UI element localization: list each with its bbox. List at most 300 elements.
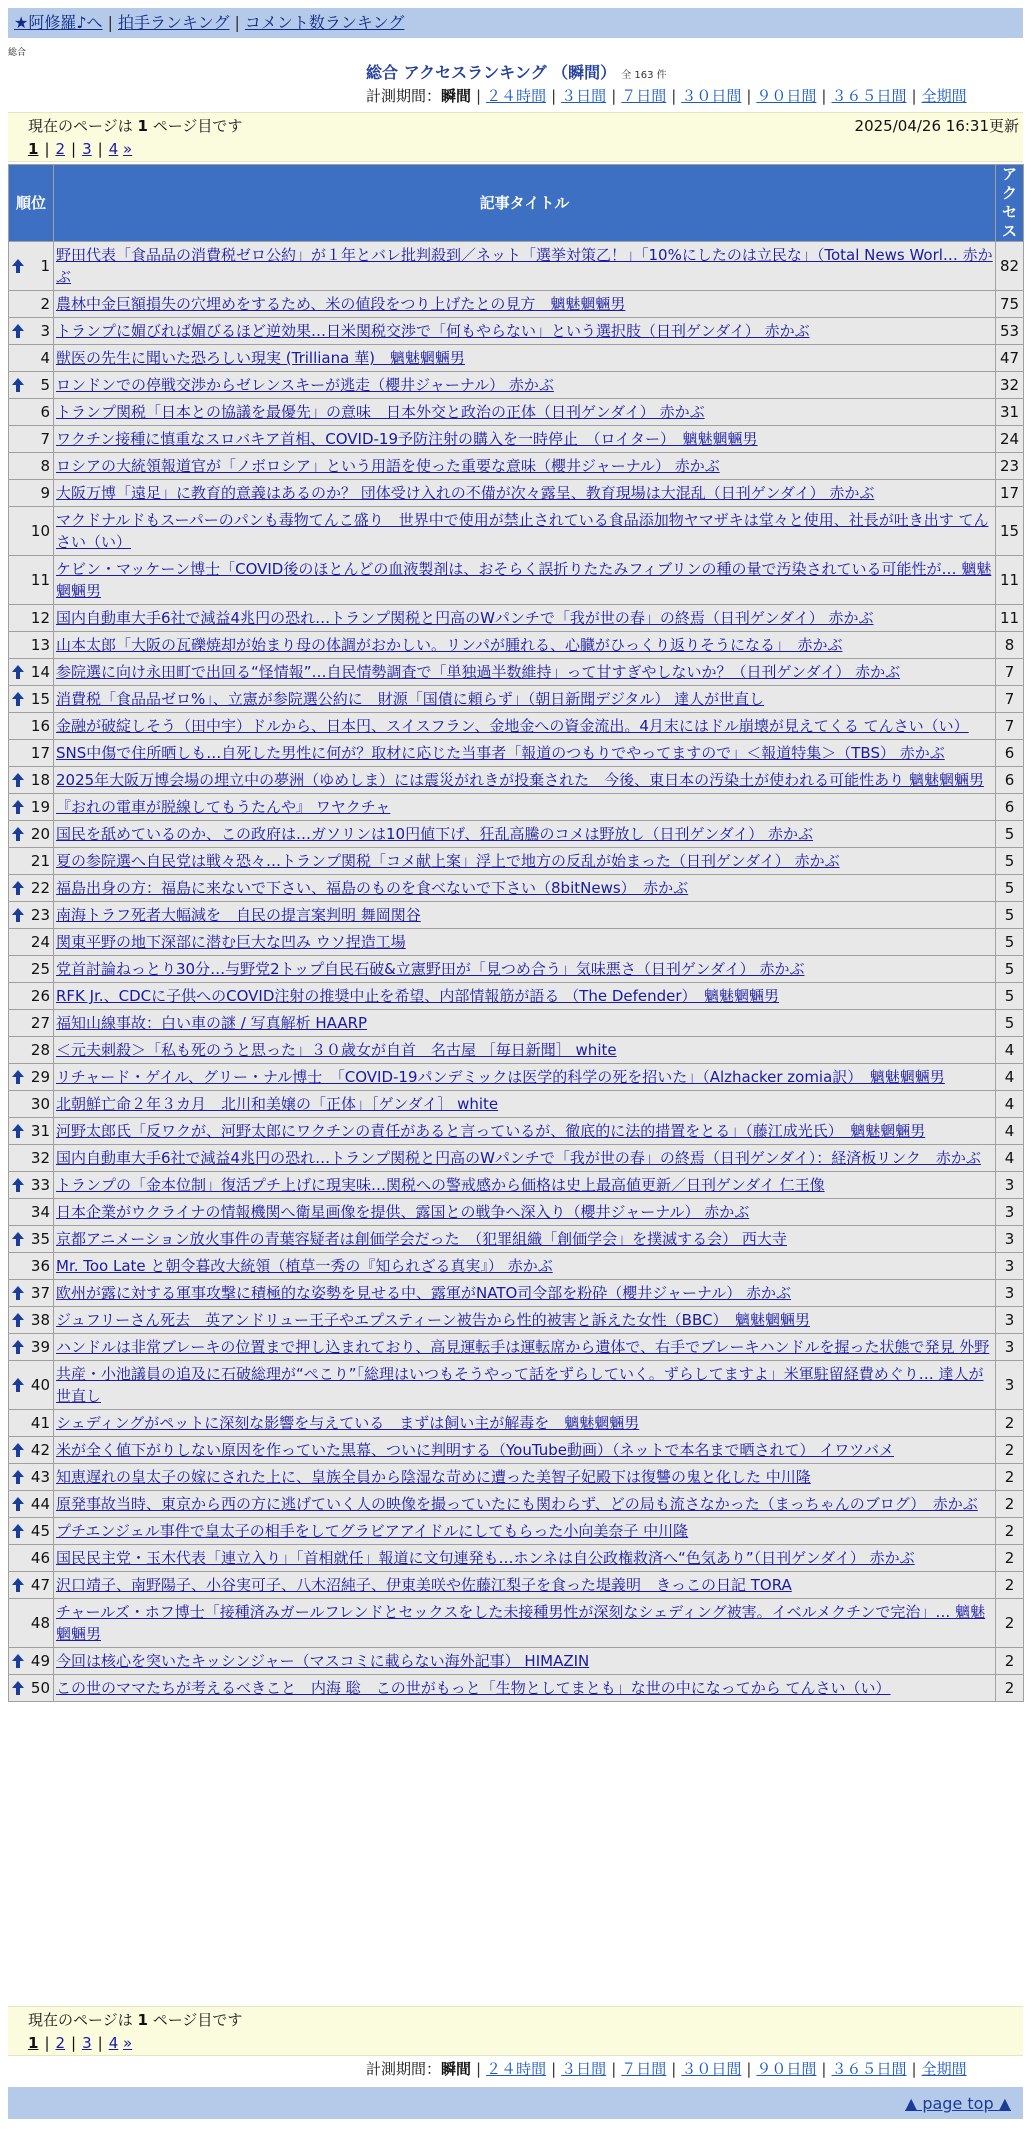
rank-number: 24: [30, 933, 50, 951]
access-count: 82: [996, 242, 1024, 291]
title-cell: [54, 1226, 996, 1253]
article-title-link[interactable]: 2025年大阪万博会場の埋立中の夢洲（ゆめしま）には震災がれきが投棄された 今後、東日本の汚染土が使われる可能性あり 魑魅魍魎男: [56, 771, 984, 789]
rank-up-arrow-icon: [12, 1340, 24, 1354]
rank-cell: [9, 848, 54, 875]
rank-up-arrow-icon: [12, 881, 24, 895]
rank-up-arrow-icon: [12, 1178, 24, 1192]
period-separator: |: [911, 2060, 917, 2078]
table-row: [9, 686, 1024, 713]
access-count: 5: [996, 875, 1024, 902]
title-cell: [54, 1091, 996, 1118]
table-row: [9, 659, 1024, 686]
access-count: 23: [996, 453, 1024, 480]
rank-up-arrow-icon: [12, 665, 24, 679]
period-separator: |: [551, 2060, 557, 2078]
access-count: 3: [996, 1280, 1024, 1307]
table-row: [9, 1199, 1024, 1226]
period-option-link[interactable]: ７日間: [621, 2060, 667, 2078]
article-title-link[interactable]: ジュフリーさん死去 英アンドリュー王子やエプスティーン被告から性的被害と訴えた女性（BBC） 魑魅魍魎男: [56, 1311, 810, 1329]
rank-number: 29: [30, 1068, 50, 1086]
rank-cell: [9, 1648, 54, 1675]
title-cell: [54, 453, 996, 480]
rank-number: 7: [40, 430, 50, 448]
article-title-link[interactable]: ハンドルは非常ブレーキの位置まで押し込まれており、高見運転手は運転席から遺体で、右手でブレーキハンドルを握った状態で発見 外野: [56, 1338, 990, 1356]
table-row: [9, 1145, 1024, 1172]
page-info-prefix: 現在のページは: [28, 117, 138, 135]
period-option-link[interactable]: ２４時間: [486, 2060, 547, 2078]
article-title-link[interactable]: 国民民主党・玉木代表「連立入り」「首相就任」報道に文句連発も…ホンネは自公政権救済へ“色気あり”（日刊ゲンダイ） 赤かぶ: [56, 1549, 915, 1567]
period-option-link[interactable]: ３６５日間: [831, 2060, 907, 2078]
article-title-link[interactable]: 国民を舐めているのか、この政府は…ガソリンは10円値下げ、狂乱高騰のコメは野放し（日刊ゲンダイ） 赤かぶ: [56, 825, 814, 843]
article-title-link[interactable]: 欧州が露に対する軍事攻撃に積極的な姿勢を見せる中、露軍がNATO司令部を粉砕（櫻井ジャーナル） 赤かぶ: [56, 1284, 792, 1302]
table-row: [9, 1253, 1024, 1280]
article-title-link[interactable]: ワクチン接種に慎重なスロバキア首相、COVID-19予防注射の購入を一時停止 （ロイター） 魑魅魍魎男: [56, 430, 758, 448]
pager-page-link[interactable]: 2: [55, 140, 66, 158]
rank-cell: [9, 794, 54, 821]
article-title-link[interactable]: 金融が破綻しそう（田中宇）ドルから、日本円、スイスフラン、金地金への資金流出。4月末にはドル崩壊が見えてくる てんさい（い）: [56, 717, 969, 735]
access-count: 3: [996, 1253, 1024, 1280]
table-row: [9, 902, 1024, 929]
article-title-link[interactable]: 河野太郎氏「反ワクが、河野太郎にワクチンの責任があると言っているが、徹底的に法的措置をとる」（藤江成光氏） 魑魅魍魎男: [56, 1122, 926, 1140]
article-title-link[interactable]: 野田代表「食品品の消費税ゼロ公約」が１年とバレ批判殺到／ネット「選挙対策乙！」「10%にしたのは立民な」（Total News Worl… 赤かぶ: [56, 246, 993, 286]
rank-cell: [9, 480, 54, 507]
rank-up-arrow-icon: [12, 1124, 24, 1138]
access-count: 2: [996, 1464, 1024, 1491]
table-row: [9, 1280, 1024, 1307]
pager-separator: |: [97, 2034, 103, 2052]
page-info: [28, 115, 242, 137]
rank-cell: [9, 291, 54, 318]
rank-up-arrow-icon: [12, 1470, 24, 1484]
rank-cell: [9, 659, 54, 686]
rank-number: 26: [30, 987, 50, 1005]
period-label: 計測期間：: [366, 87, 442, 105]
title-cell: [54, 956, 996, 983]
rank-up-arrow-icon: [12, 800, 24, 814]
page-title-text: 総合 アクセスランキング （瞬間）: [366, 63, 617, 82]
title-cell: [54, 659, 996, 686]
rank-cell: [9, 1572, 54, 1599]
article-title-link[interactable]: 南海トラフ死者大幅減を 自民の提言案判明 舞岡関谷: [56, 906, 421, 924]
article-title-link[interactable]: この世のママたちが考えるべきこと 内海 聡 この世がもっと「生物としてまとも」な世の中になってから てんさい（い）: [56, 1679, 891, 1697]
title-cell: [54, 902, 996, 929]
article-title-link[interactable]: 京都アニメーション放火事件の青葉容疑者は創価学会だった （犯罪組織「創価学会」を撲滅する会） 西大寺: [56, 1230, 787, 1248]
title-cell: [54, 1145, 996, 1172]
period-separator: |: [611, 2060, 617, 2078]
rank-cell: [9, 632, 54, 659]
title-cell: [54, 399, 996, 426]
title-cell: [54, 929, 996, 956]
title-cell: [54, 1199, 996, 1226]
pager-page-link[interactable]: »: [123, 2034, 133, 2052]
rank-cell: [9, 740, 54, 767]
page-info: [28, 2009, 242, 2031]
article-title-link[interactable]: 沢口靖子、南野陽子、小谷実可子、八木沼純子、伊東美咲や佐藤江梨子を食った堤義明 きっこの日記 TORA: [56, 1576, 792, 1594]
rank-cell: [9, 686, 54, 713]
access-count: 3: [996, 1307, 1024, 1334]
article-title-link[interactable]: トランプの「金本位制」復活プチ上げに現実味…関税への警戒感から価格は史上最高値更新／日刊ゲンダイ 仁王像: [56, 1176, 825, 1194]
rank-cell: [9, 372, 54, 399]
period-separator: |: [671, 87, 677, 105]
period-separator: |: [746, 2060, 752, 2078]
period-option-link[interactable]: 全期間: [921, 2060, 967, 2078]
ranking-table-body: [9, 242, 1024, 1702]
table-row: [9, 345, 1024, 372]
rank-number: 47: [30, 1576, 50, 1594]
table-row: [9, 1226, 1024, 1253]
period-option-link[interactable]: ３０日間: [681, 2060, 742, 2078]
access-count: 7: [996, 686, 1024, 713]
pager-current-page: 1: [28, 2034, 39, 2052]
access-count: 15: [996, 507, 1024, 556]
access-count: 5: [996, 902, 1024, 929]
rank-number: 27: [30, 1014, 50, 1032]
table-row: [9, 1648, 1024, 1675]
footer-bar: [8, 2087, 1023, 2119]
title-cell: [54, 507, 996, 556]
rank-cell: [9, 767, 54, 794]
period-option-link[interactable]: ３日間: [561, 2060, 607, 2078]
rank-number: 40: [30, 1376, 50, 1394]
access-count: 31: [996, 399, 1024, 426]
rank-number: 14: [30, 663, 50, 681]
article-title-link[interactable]: 国内自動車大手6社で減益4兆円の恐れ…トランプ関税と円高のWパンチで「我が世の春」の終焉（日刊ゲンダイ） 赤かぶ: [56, 609, 874, 627]
rank-number: 44: [30, 1495, 50, 1513]
article-title-link[interactable]: 『おれの電車が脱線してもうたんや』 ワヤクチャ: [56, 798, 391, 816]
nav-separator: |: [234, 13, 240, 32]
period-separator: |: [746, 87, 752, 105]
pager-separator: |: [97, 140, 103, 158]
article-title-link[interactable]: 農林中金巨額損失の穴埋めをするため、米の値段をつり上げたとの見方 魑魅魍魎男: [56, 295, 626, 313]
title-cell: [54, 1361, 996, 1410]
table-row: [9, 1064, 1024, 1091]
title-cell: [54, 767, 996, 794]
article-title-link[interactable]: 関東平野の地下深部に潜む巨大な凹み ウソ捏造工場: [56, 933, 406, 951]
pagination-top: [8, 112, 1023, 162]
period-option-link[interactable]: ９０日間: [756, 87, 817, 105]
article-title-link[interactable]: ロンドンでの停戦交渉からゼレンスキーが逃走（櫻井ジャーナル） 赤かぶ: [56, 376, 554, 394]
rank-cell: [9, 1334, 54, 1361]
clap-ranking-link[interactable]: 拍手ランキング: [117, 13, 230, 32]
access-count: 2: [996, 1518, 1024, 1545]
comment-ranking-link[interactable]: コメント数ランキング: [244, 13, 405, 32]
table-row: [9, 1172, 1024, 1199]
pager-links: [28, 2032, 132, 2054]
rank-cell: [9, 399, 54, 426]
article-title-link[interactable]: 日本企業がウクライナの情報機関へ衛星画像を提供、露国との戦争へ深入り（櫻井ジャーナル） 赤かぶ: [56, 1203, 750, 1221]
nav-separator: |: [107, 13, 113, 32]
article-title-link[interactable]: RFK Jr.、CDCに子供へのCOVID注射の推奨中止を希望、内部情報筋が語る （The Defender） 魑魅魍魎男: [56, 987, 780, 1005]
rank-column-header: 順位: [9, 165, 54, 242]
rank-up-arrow-icon: [12, 773, 24, 787]
pager-page-link[interactable]: »: [123, 140, 133, 158]
title-cell: [54, 794, 996, 821]
access-count: 32: [996, 372, 1024, 399]
top-nav-bar: [8, 8, 1023, 38]
title-cell: [54, 1172, 996, 1199]
table-row: [9, 453, 1024, 480]
access-count: 6: [996, 740, 1024, 767]
page-info-suffix: ページ目です: [147, 2011, 243, 2029]
article-title-link[interactable]: 夏の参院選へ自民党は戦々恐々…トランプ関税「コメ献上案」浮上で地方の反乱が始まった（日刊ゲンダイ） 赤かぶ: [56, 852, 840, 870]
rank-cell: [9, 1145, 54, 1172]
article-title-link[interactable]: チャールズ・ホフ博士「接種済みガールフレンドとセックスをした未接種男性が深刻なシェディング被害。イベルメクチンで完治」… 魑魅魍魎男: [56, 1603, 986, 1643]
access-count: 4: [996, 1145, 1024, 1172]
rank-cell: [9, 453, 54, 480]
title-cell: [54, 686, 996, 713]
rank-cell: [9, 1118, 54, 1145]
table-row: [9, 291, 1024, 318]
title-cell: [54, 345, 996, 372]
rank-cell: [9, 1199, 54, 1226]
page-info-suffix: ページ目です: [147, 117, 243, 135]
title-cell: [54, 1599, 996, 1648]
access-count: 3: [996, 1199, 1024, 1226]
rank-up-arrow-icon: [12, 1313, 24, 1327]
rank-number: 30: [30, 1095, 50, 1113]
title-cell: [54, 291, 996, 318]
article-title-link[interactable]: 今回は核心を突いたキッシンジャー（マスコミに載らない海外記事） HIMAZIN: [56, 1652, 590, 1670]
period-selector-top: [366, 86, 967, 106]
table-row: [9, 1545, 1024, 1572]
rank-cell: [9, 902, 54, 929]
page-info-prefix: 現在のページは: [28, 2011, 138, 2029]
title-cell: [54, 1037, 996, 1064]
title-cell: [54, 1545, 996, 1572]
rank-number: 15: [30, 690, 50, 708]
table-row: [9, 399, 1024, 426]
title-cell: [54, 1253, 996, 1280]
article-title-link[interactable]: 福島出身の方：福島に来ないで下さい、福島のものを食べないで下さい（8bitNews） 赤かぶ: [56, 879, 689, 897]
article-title-link[interactable]: ＜元夫刺殺＞「私も死のうと思った」３０歳女が自首 名古屋 ［毎日新聞］ white: [56, 1041, 617, 1059]
page-title: [366, 60, 667, 83]
access-count: 11: [996, 556, 1024, 605]
rank-cell: [9, 1280, 54, 1307]
page-top-link[interactable]: ▲ page top ▲: [904, 2094, 1011, 2113]
article-title-link[interactable]: 北朝鮮亡命２年３カ月 北川和美嬢の「正体」［ゲンダイ］ white: [56, 1095, 499, 1113]
article-title-link[interactable]: 山本太郎「大阪の瓦礫焼却が始まり母の体調がおかしい。リンパが腫れる、心臓がひっくり返りそうになる」 赤かぶ: [56, 636, 843, 654]
title-cell: [54, 1307, 996, 1334]
article-title-link[interactable]: 参院選に向け永田町で出回る“怪情報”…自民情勢調査で「単独過半数維持」って甘すぎやしないか？（日刊ゲンダイ） 赤かぶ: [56, 663, 901, 681]
period-separator: |: [821, 87, 827, 105]
title-cell: [54, 1118, 996, 1145]
access-count: 3: [996, 1172, 1024, 1199]
title-cell: [54, 1437, 996, 1464]
article-title-link[interactable]: Mr. Too Late と朝令暮改大統領（植草一秀の『知られざる真実』） 赤かぶ: [56, 1257, 553, 1275]
period-current: 瞬間: [441, 87, 472, 105]
access-count: 3: [996, 1226, 1024, 1253]
rank-cell: [9, 1253, 54, 1280]
access-count: 6: [996, 794, 1024, 821]
period-option-link[interactable]: ９０日間: [756, 2060, 817, 2078]
table-row: [9, 1675, 1024, 1702]
rank-number: 28: [30, 1041, 50, 1059]
period-option-link[interactable]: ２４時間: [486, 87, 547, 105]
article-title-link[interactable]: 獣医の先生に聞いた恐ろしい現実 (Trilliana 華) 魑魅魍魎男: [56, 349, 465, 367]
table-row: [9, 767, 1024, 794]
period-separator: |: [671, 2060, 677, 2078]
access-count: 2: [996, 1572, 1024, 1599]
article-title-link[interactable]: 福知山線事故：白い車の謎 / 写真解析 HAARP: [56, 1014, 368, 1032]
article-title-link[interactable]: シェディングがペットに深刻な影響を与えている まずは飼い主が解毒を 魑魅魍魎男: [56, 1414, 640, 1432]
rank-number: 38: [30, 1311, 50, 1329]
period-separator: |: [911, 87, 917, 105]
rank-up-arrow-icon: [12, 378, 24, 392]
article-title-link[interactable]: 党首討論ねっとり30分…与野党2トップ自民石破&立憲野田が「見つめ合う」気味悪さ（日刊ゲンダイ） 赤かぶ: [56, 960, 805, 978]
rank-cell: [9, 821, 54, 848]
rank-up-arrow-icon: [12, 1497, 24, 1511]
title-cell: [54, 1064, 996, 1091]
rank-number: 49: [30, 1652, 50, 1670]
article-title-link[interactable]: 原発事故当時、東京から西の方に逃げていく人の映像を撮っていたにも関わらず、どの局も流さなかった（まっちゃんのブログ） 赤かぶ: [56, 1495, 978, 1513]
rank-cell: [9, 507, 54, 556]
rank-cell: [9, 1010, 54, 1037]
rank-cell: [9, 1599, 54, 1648]
access-count: 3: [996, 1361, 1024, 1410]
rank-cell: [9, 1037, 54, 1064]
pager-separator: |: [71, 2034, 77, 2052]
access-count: 2: [996, 1675, 1024, 1702]
article-title-link[interactable]: マクドナルドもスーパーのパンも毒物てんこ盛り 世界中で使用が禁止されている食品添加物ヤマザキは堂々と使用、社長が吐き出す てんさい（い）: [56, 511, 989, 551]
access-count: 7: [996, 659, 1024, 686]
rank-up-arrow-icon: [12, 1070, 24, 1084]
title-cell: [54, 1464, 996, 1491]
table-row: [9, 875, 1024, 902]
section-label: 総合: [8, 48, 27, 58]
rank-up-arrow-icon: [12, 1232, 24, 1246]
pager-page-link[interactable]: 4: [108, 2034, 119, 2052]
pager-links: [28, 138, 132, 160]
period-separator: |: [821, 2060, 827, 2078]
period-option-link[interactable]: ３日間: [561, 87, 607, 105]
table-row: [9, 480, 1024, 507]
table-row: [9, 1437, 1024, 1464]
pager-current-page: 1: [28, 140, 39, 158]
rank-cell: [9, 1091, 54, 1118]
access-count: 47: [996, 345, 1024, 372]
access-count: 5: [996, 929, 1024, 956]
period-option-link[interactable]: ３６５日間: [831, 87, 907, 105]
table-row: [9, 848, 1024, 875]
rank-number: 1: [40, 257, 50, 275]
access-count: 5: [996, 848, 1024, 875]
table-row: [9, 1010, 1024, 1037]
article-title-link[interactable]: トランプに媚びれば媚びるほど逆効果…日米関税交渉で「何もやらない」という選択肢（日刊ゲンダイ） 赤かぶ: [56, 322, 810, 340]
period-separator: |: [611, 87, 617, 105]
period-option-link[interactable]: 全期間: [921, 87, 967, 105]
table-row: [9, 929, 1024, 956]
rank-cell: [9, 426, 54, 453]
pager-page-link[interactable]: 4: [108, 140, 119, 158]
title-cell: [54, 1334, 996, 1361]
period-separator: |: [476, 2060, 482, 2078]
rank-number: 16: [30, 717, 50, 735]
article-title-link[interactable]: ケビン・マッケーン博士「COVID後のほとんどの血液製剤は、おそらく誤折りたたみフィブリンの種の量で汚染されている可能性が… 魑魅魍魎男: [56, 560, 992, 600]
table-row: [9, 1307, 1024, 1334]
title-cell: [54, 1491, 996, 1518]
rank-number: 23: [30, 906, 50, 924]
total-count: 全 163 件: [621, 70, 667, 81]
article-title-link[interactable]: SNS中傷で住所晒しも…自死した男性に何が？取材に応じた当事者「報道のつもりでやってますので」＜報道特集＞（TBS） 赤かぶ: [56, 744, 945, 762]
title-cell: [54, 1280, 996, 1307]
table-row: [9, 632, 1024, 659]
access-count: 8: [996, 632, 1024, 659]
access-count: 6: [996, 767, 1024, 794]
pager-page-link[interactable]: 3: [82, 140, 92, 158]
access-count: 17: [996, 480, 1024, 507]
title-cell: [54, 480, 996, 507]
rank-cell: [9, 1437, 54, 1464]
access-count: 2: [996, 1410, 1024, 1437]
table-row: [9, 1464, 1024, 1491]
rank-number: 34: [30, 1203, 50, 1221]
access-count: 5: [996, 956, 1024, 983]
rank-cell: [9, 1491, 54, 1518]
period-option-link[interactable]: ３０日間: [681, 87, 742, 105]
title-cell: [54, 1410, 996, 1437]
pager-page-link[interactable]: 3: [82, 2034, 92, 2052]
article-title-link[interactable]: 大阪万博「遠足」に教育的意義はあるのか？ 団体受け入れの不備が次々露呈、教育現場は大混乱（日刊ゲンダイ） 赤かぶ: [56, 484, 875, 502]
article-title-link[interactable]: 米が全く値下がりしない原因を作っていた黒幕、ついに判明する（YouTube動画）（ネットで本名まで晒されて） イワツバメ: [56, 1441, 894, 1459]
table-row: [9, 1361, 1024, 1410]
table-row: [9, 426, 1024, 453]
article-title-link[interactable]: リチャード・ゲイル、グリー・ナル博士 「COVID-19パンデミックは医学的科学の死を招いた」（Alzhacker zomia訳） 魑魅魍魎男: [56, 1068, 945, 1086]
rank-number: 46: [30, 1549, 50, 1567]
rank-cell: [9, 1064, 54, 1091]
article-title-link[interactable]: 消費税「食品品ゼロ%」、立憲が参院選公約に 財源「国債に頼らず」（朝日新聞デジタル） 達人が世直し: [56, 690, 765, 708]
table-row: [9, 242, 1024, 291]
rank-cell: [9, 1172, 54, 1199]
period-separator: |: [551, 87, 557, 105]
table-row: [9, 1091, 1024, 1118]
article-title-link[interactable]: 国内自動車大手6社で減益4兆円の恐れ…トランプ関税と円高のWパンチで「我が世の春」の終焉（日刊ゲンダイ）：経済板リンク 赤かぶ: [56, 1149, 981, 1167]
ranking-table: [8, 164, 1024, 1702]
rank-up-arrow-icon: [12, 692, 24, 706]
rank-number: 20: [30, 825, 50, 843]
rank-number: 43: [30, 1468, 50, 1486]
article-title-link[interactable]: プチエンジェル事件で皇太子の相手をしてグラビアアイドルにしてもらった小向美奈子 中川隆: [56, 1522, 689, 1540]
rank-number: 10: [30, 522, 50, 540]
article-title-link[interactable]: ロシアの大統領報道官が「ノボロシア」という用語を使った重要な意味（櫻井ジャーナル） 赤かぶ: [56, 457, 720, 475]
rank-number: 45: [30, 1522, 50, 1540]
rank-number: 41: [30, 1414, 50, 1432]
pager-page-link[interactable]: 2: [55, 2034, 66, 2052]
period-label: 計測期間：: [366, 2060, 442, 2078]
title-cell: [54, 318, 996, 345]
access-count: 2: [996, 1437, 1024, 1464]
rank-cell: [9, 345, 54, 372]
rank-cell: [9, 1226, 54, 1253]
article-title-link[interactable]: 知恵遅れの皇太子の嫁にされた上に、皇族全員から陰湿な苛めに遭った美智子妃殿下は復讐の鬼と化した 中川隆: [56, 1468, 811, 1486]
access-count: 4: [996, 1091, 1024, 1118]
title-cell: [54, 848, 996, 875]
title-cell: [54, 1675, 996, 1702]
article-title-link[interactable]: 共産・小池議員の追及に石破総理が“ぺこり”「総理はいつもそうやって話をずらしていく。ずらしてますよ」米軍駐留経費めぐり… 達人が世直し: [56, 1365, 984, 1405]
rank-up-arrow-icon: [12, 1524, 24, 1538]
rank-cell: [9, 956, 54, 983]
rank-number: 37: [30, 1284, 50, 1302]
home-link[interactable]: ★阿修羅♪へ: [14, 13, 103, 32]
table-row: [9, 318, 1024, 345]
access-count: 2: [996, 1648, 1024, 1675]
rank-number: 9: [40, 484, 50, 502]
table-row: [9, 821, 1024, 848]
rank-number: 32: [30, 1149, 50, 1167]
rank-cell: [9, 556, 54, 605]
period-option-link[interactable]: ７日間: [621, 87, 667, 105]
article-title-link[interactable]: トランプ関税「日本との協議を最優先」の意味 日本外交と政治の正体（日刊ゲンダイ） 赤かぶ: [56, 403, 705, 421]
rank-cell: [9, 1410, 54, 1437]
